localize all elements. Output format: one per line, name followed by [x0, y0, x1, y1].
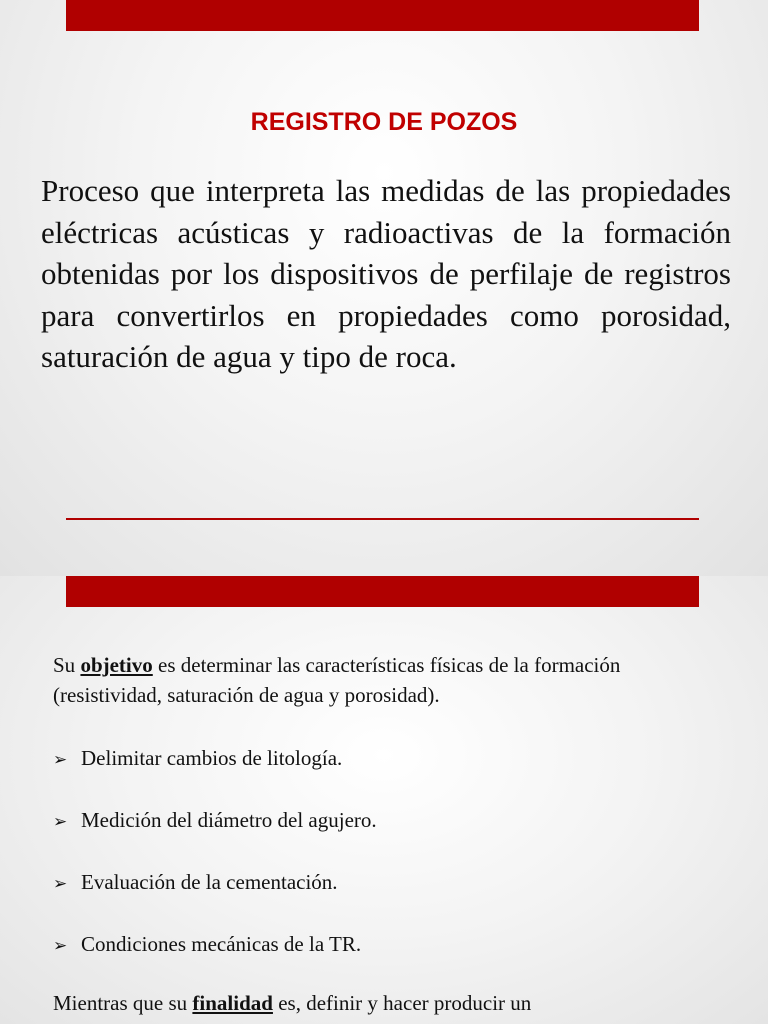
final-text: es, definir y hacer producir un — [272, 991, 532, 1015]
bullet-text: Condiciones mecánicas de la TR. — [81, 932, 362, 956]
objective-keyword: objetivo — [80, 653, 153, 677]
list-item — [53, 743, 377, 805]
bullet-text: Medición del diámetro del agujero. — [81, 808, 377, 832]
arrowhead-bullet-icon: ➢ — [53, 812, 68, 832]
top-red-bar — [66, 0, 699, 31]
bullet-text: Delimitar cambios de litología. — [81, 746, 343, 770]
arrowhead-bullet-icon: ➢ — [53, 750, 68, 770]
definition-paragraph: Proceso que interpreta las medidas de las propiedades eléctricas acústicas y radioactivas de la formación obtenidas por los dispositivos de perfilaje de registros para convertirlos en propiedades como porosidad, saturación de agua y tipo de roca. — [41, 173, 731, 374]
bottom-red-divider — [66, 518, 699, 520]
final-keyword: finalidad — [192, 991, 273, 1015]
objective-prefix: Su — [53, 653, 81, 677]
final-prefix: Mientras que su — [53, 991, 193, 1015]
slide-objetivo — [0, 576, 768, 1024]
list-item — [53, 929, 377, 991]
top-red-bar — [66, 576, 699, 607]
final-paragraph — [53, 988, 733, 1018]
arrowhead-bullet-icon: ➢ — [53, 936, 68, 956]
bullet-list — [53, 743, 377, 991]
bullet-text: Evaluación de la cementación. — [81, 870, 338, 894]
objective-paragraph — [53, 650, 733, 710]
arrowhead-bullet-icon: ➢ — [53, 874, 68, 894]
list-item — [53, 867, 377, 929]
objective-text: es determinar las características físicas de la formación (resistividad, saturación de agua y porosidad). — [53, 653, 621, 707]
slide-title: REGISTRO DE POZOS — [250, 108, 518, 136]
list-item — [53, 805, 377, 867]
